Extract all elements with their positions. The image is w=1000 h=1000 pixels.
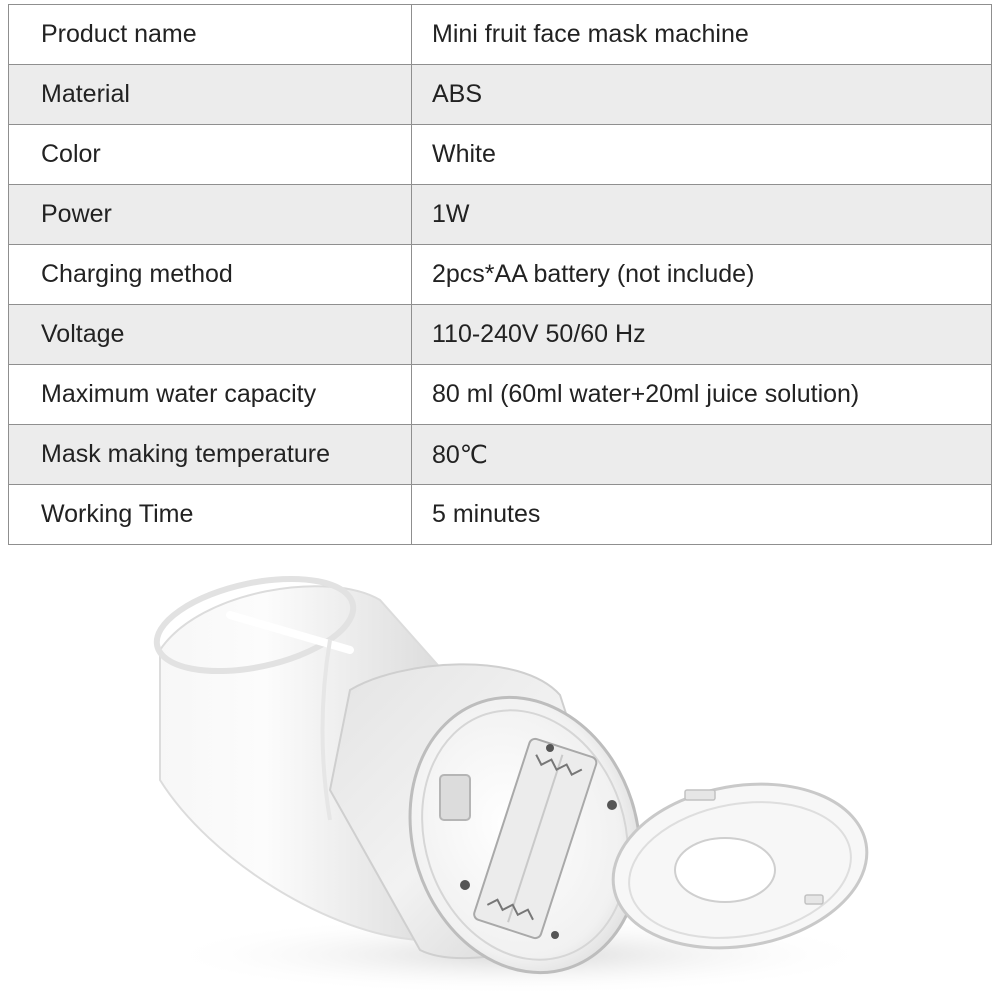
battery-cover-clip — [805, 895, 823, 904]
spec-value: ABS — [412, 65, 992, 125]
battery-cover-clip — [685, 790, 715, 800]
screw-hole — [551, 931, 559, 939]
spec-value: 2pcs*AA battery (not include) — [412, 245, 992, 305]
table-row — [9, 245, 992, 305]
spec-label: Power — [9, 185, 412, 245]
mask-machine-illustration — [0, 548, 1000, 1000]
spec-value: 110-240V 50/60 Hz — [412, 305, 992, 365]
screw-hole — [460, 880, 470, 890]
table-row — [9, 65, 992, 125]
table-row — [9, 485, 992, 545]
spec-label: Product name — [9, 5, 412, 65]
table-row — [9, 365, 992, 425]
table-row — [9, 305, 992, 365]
table-row — [9, 125, 992, 185]
battery-cover-center — [675, 838, 775, 902]
spec-value: 1W — [412, 185, 992, 245]
table-row — [9, 5, 992, 65]
spec-label: Voltage — [9, 305, 412, 365]
latch-tab — [440, 775, 470, 820]
spec-value: 5 minutes — [412, 485, 992, 545]
spec-value: White — [412, 125, 992, 185]
spec-label: Maximum water capacity — [9, 365, 412, 425]
spec-label: Material — [9, 65, 412, 125]
spec-value: Mini fruit face mask machine — [412, 5, 992, 65]
spec-label: Color — [9, 125, 412, 185]
spec-label: Mask making temperature — [9, 425, 412, 485]
table-row — [9, 425, 992, 485]
spec-value: 80℃ — [412, 425, 992, 485]
spec-label: Charging method — [9, 245, 412, 305]
spec-table — [8, 4, 992, 545]
screw-hole — [546, 744, 554, 752]
spec-value: 80 ml (60ml water+20ml juice solution) — [412, 365, 992, 425]
spec-label: Working Time — [9, 485, 412, 545]
table-row — [9, 185, 992, 245]
screw-hole — [607, 800, 617, 810]
